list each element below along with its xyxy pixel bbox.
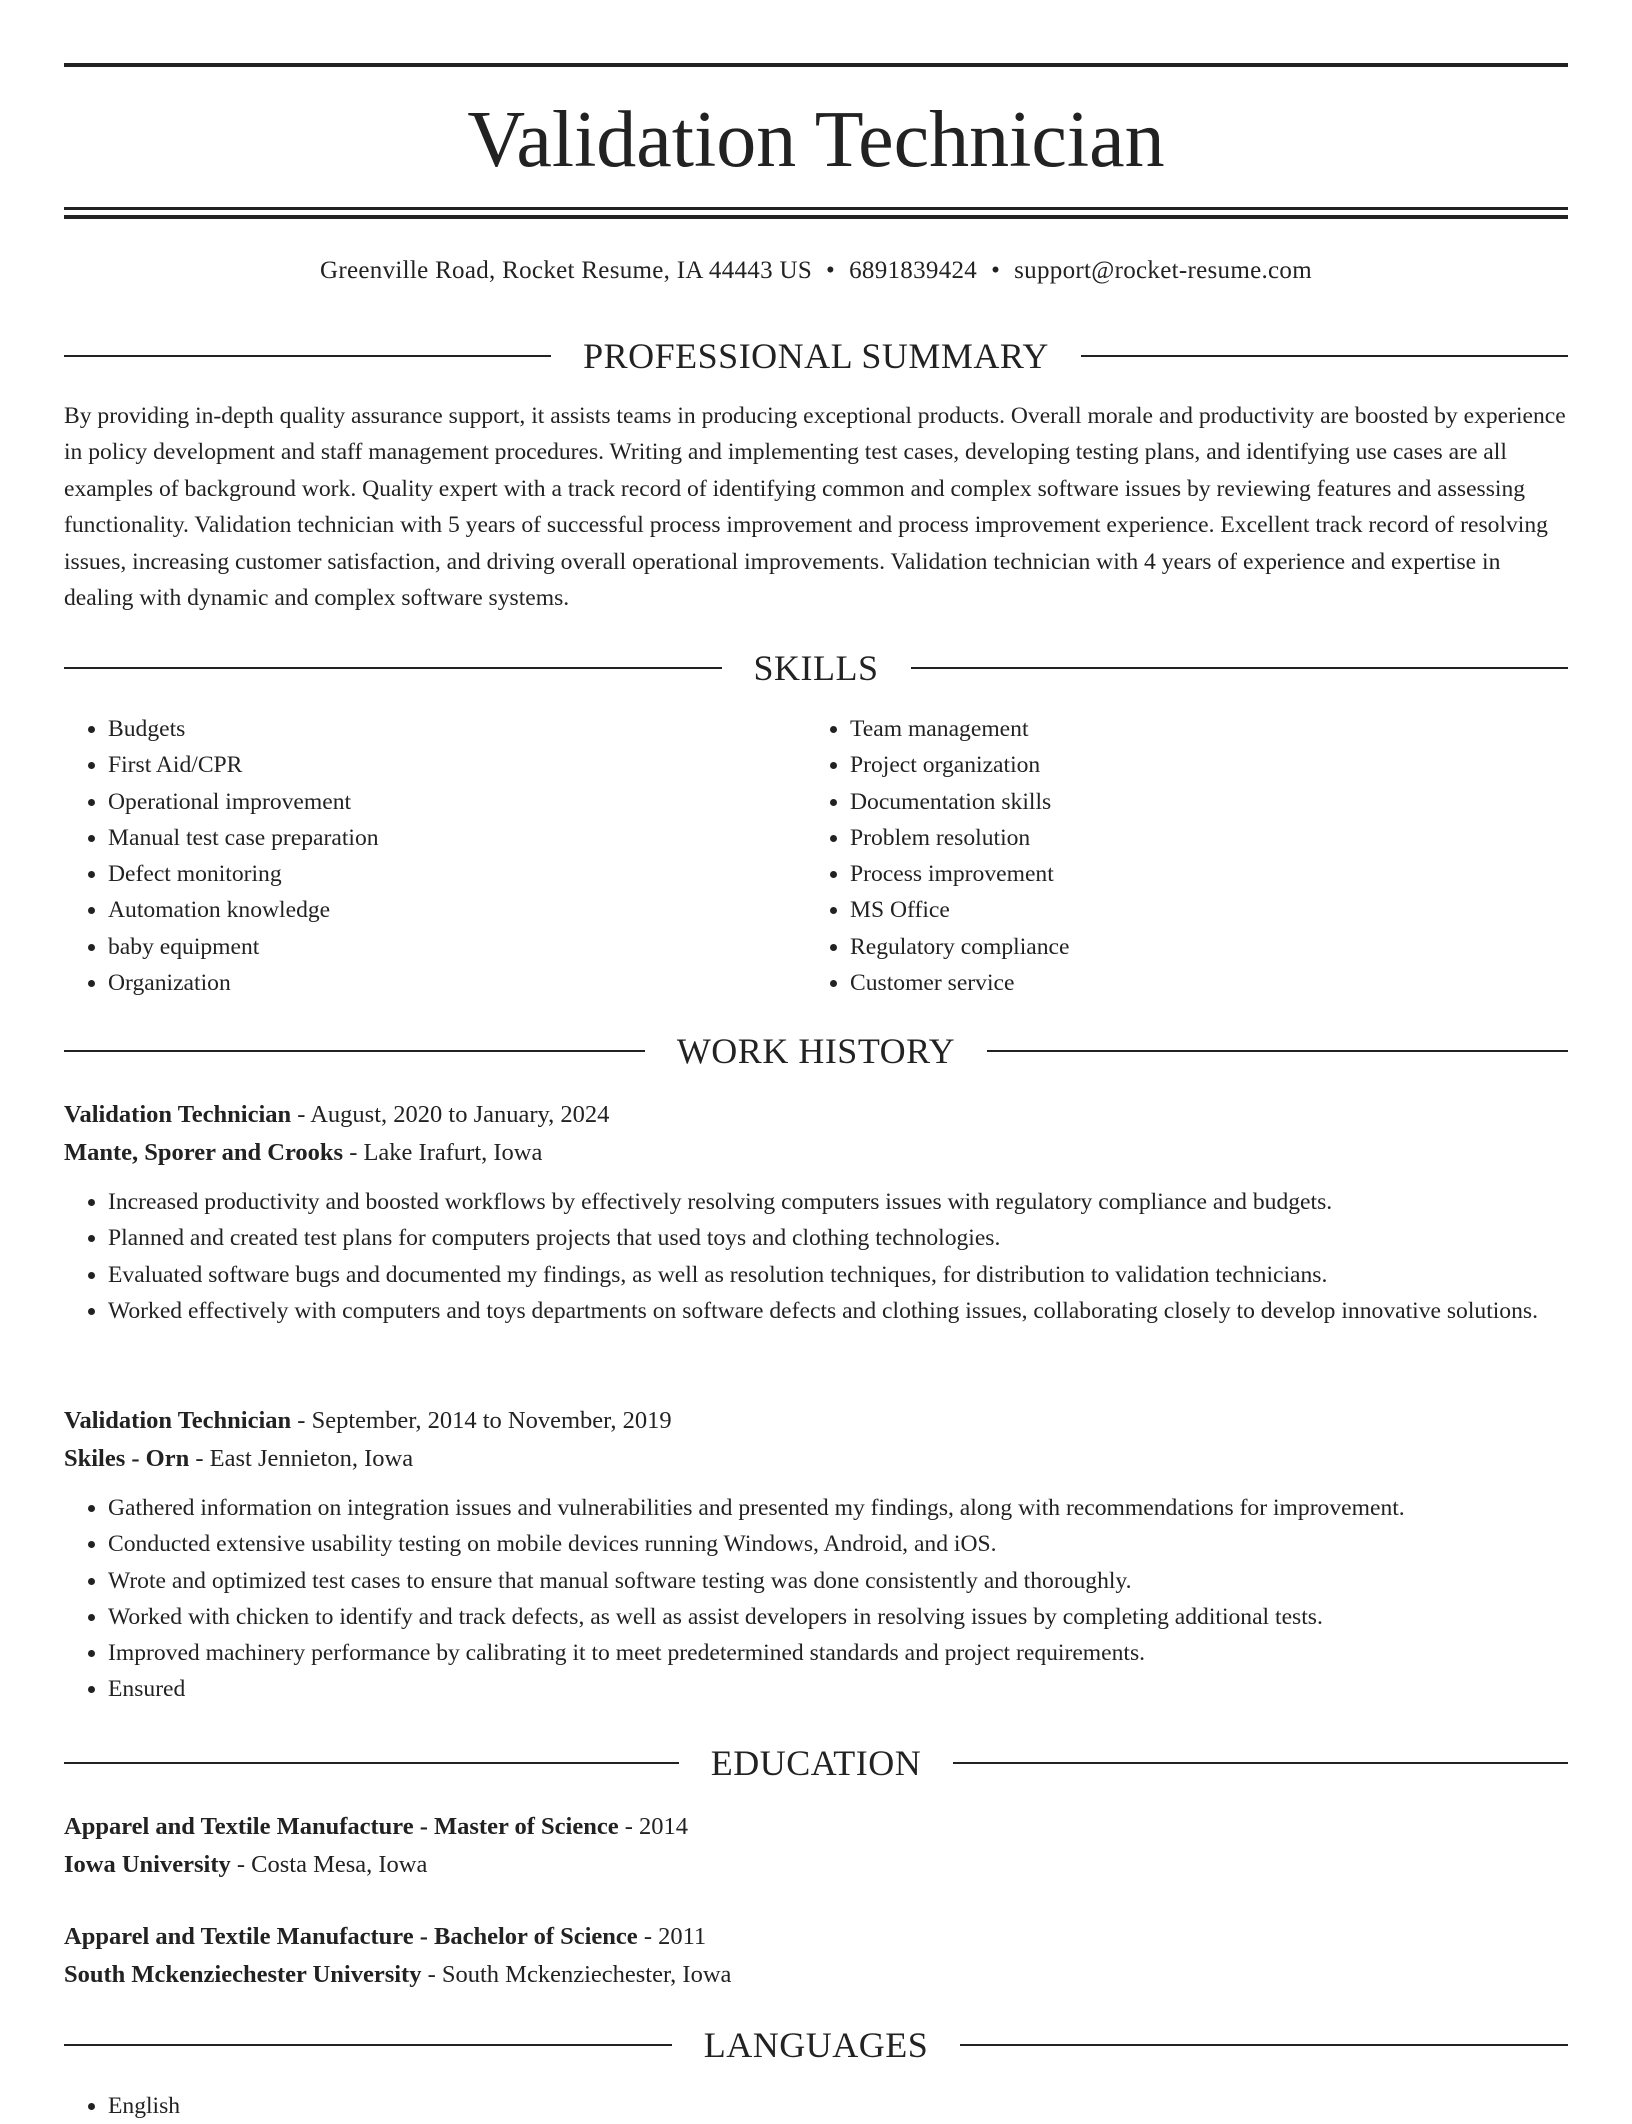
skill-item: • Budgets: [108, 711, 764, 747]
contact-line: [64, 254, 1568, 288]
education-school: Iowa University: [64, 1851, 231, 1878]
contact-separator: •: [826, 257, 836, 284]
job-title-line: [64, 1402, 1568, 1440]
name-rule-upper: [64, 207, 1568, 210]
skill-item: • Operational improvement: [108, 784, 764, 820]
work-heading-label: WORK HISTORY: [676, 1031, 956, 1071]
skill-item: • Process improvement: [850, 856, 1506, 892]
job-bullet: • Wrote and optimized test cases to ensure that manual software testing was done consistently and thoroughly.: [108, 1563, 1568, 1599]
job-company-line: [64, 1134, 1568, 1172]
skill-item: • Problem resolution: [850, 820, 1506, 856]
heading-rule: [911, 667, 1569, 669]
job-bullet: • Gathered information on integration issues and vulnerabilities and presented my findings, along with recommendations for improvement.: [108, 1490, 1568, 1526]
job-bullet: • Worked effectively with computers and toys departments on software defects and clothing issues, collaborating closely to develop innovative solutions.: [108, 1293, 1568, 1329]
name-rule-lower: [64, 215, 1568, 219]
languages-list: [64, 2088, 180, 2124]
education-school: South Mckenziechester University: [64, 1961, 422, 1988]
skill-item: • First Aid/CPR: [108, 747, 764, 783]
education-heading-label: EDUCATION: [710, 1743, 922, 1783]
heading-rule: [987, 1050, 1568, 1052]
education-degree-line: [64, 1808, 1568, 1846]
skills-heading-label: SKILLS: [753, 648, 879, 688]
job-company: Skiles - Orn: [64, 1445, 190, 1472]
job-bullets: [64, 1490, 1568, 1708]
skill-item: • Defect monitoring: [108, 856, 764, 892]
education-degree: Apparel and Textile Manufacture - Master of Science: [64, 1813, 619, 1840]
education-location: - South Mckenziechester, Iowa: [421, 1961, 732, 1988]
job-bullet: • Worked with chicken to identify and track defects, as well as assist developers in resolving issues by completing additional tests.: [108, 1599, 1568, 1635]
skill-item: • Automation knowledge: [108, 892, 764, 928]
job-company: Mante, Sporer and Crooks: [64, 1139, 344, 1166]
resume-name: Validation Technician: [467, 96, 1165, 184]
heading-rule: [64, 1762, 679, 1764]
education-entry: [64, 1808, 1568, 1884]
education-entry: [64, 1918, 1568, 1994]
job-bullets: [64, 1184, 1568, 1329]
education-location: - Costa Mesa, Iowa: [230, 1851, 428, 1878]
job-entry: [64, 1402, 1568, 1708]
skills-heading: [64, 646, 1568, 690]
job-title: Validation Technician: [64, 1101, 292, 1128]
job-bullet: • Evaluated software bugs and documented my findings, as well as resolution techniques, for distribution to validation technicians.: [108, 1257, 1568, 1293]
skill-item: • Customer service: [850, 965, 1506, 1001]
work-heading: [64, 1029, 1568, 1073]
skill-item: • Project organization: [850, 747, 1506, 783]
heading-rule: [953, 1762, 1568, 1764]
contact-separator: •: [991, 257, 1001, 284]
job-bullet: • Ensured: [108, 1671, 1568, 1707]
contact-address: Greenville Road, Rocket Resume, IA 44443 US: [320, 257, 813, 284]
summary-heading-label: PROFESSIONAL SUMMARY: [583, 336, 1049, 376]
education-school-line: [64, 1846, 1568, 1884]
job-title-line: [64, 1096, 1568, 1134]
skill-item: • Organization: [108, 965, 764, 1001]
top-rule: [64, 63, 1568, 67]
heading-rule: [64, 355, 551, 357]
languages-heading-label: LANGUAGES: [703, 2025, 929, 2065]
job-bullet: • Conducted extensive usability testing on mobile devices running Windows, Android, and iOS.: [108, 1526, 1568, 1562]
job-dates: - September, 2014 to November, 2019: [291, 1407, 672, 1434]
heading-rule: [64, 1050, 645, 1052]
education-year: - 2014: [618, 1813, 689, 1840]
skill-item: • Manual test case preparation: [108, 820, 764, 856]
job-title: Validation Technician: [64, 1407, 292, 1434]
skills-column-left: [64, 711, 764, 1001]
job-company-line: [64, 1440, 1568, 1478]
skills-column-right: [806, 711, 1506, 1001]
education-degree-line: [64, 1918, 1568, 1956]
contact-email: support@rocket-resume.com: [1014, 257, 1312, 284]
skill-item: • baby equipment: [108, 929, 764, 965]
skill-item: • Regulatory compliance: [850, 929, 1506, 965]
heading-rule: [64, 2044, 672, 2046]
job-dates: - August, 2020 to January, 2024: [291, 1101, 610, 1128]
heading-rule: [960, 2044, 1568, 2046]
summary-heading: [64, 334, 1568, 378]
job-location: - East Jennieton, Iowa: [189, 1445, 414, 1472]
contact-phone: 6891839424: [849, 257, 978, 284]
job-bullet: • Planned and created test plans for computers projects that used toys and clothing technologies.: [108, 1220, 1568, 1256]
heading-rule: [1081, 355, 1568, 357]
education-degree: Apparel and Textile Manufacture - Bachelor of Science: [64, 1923, 638, 1950]
skill-item: • MS Office: [850, 892, 1506, 928]
job-bullet: • Increased productivity and boosted workflows by effectively resolving computers issues with regulatory compliance and budgets.: [108, 1184, 1568, 1220]
education-heading: [64, 1741, 1568, 1785]
summary-text: By providing in-depth quality assurance support, it assists teams in producing exceptional products. Overall morale and productivity are boosted by experience in policy development and staff management procedures. Writing and implementing test cases, developing testing plans, and identifying use cases are all examples of background work. Quality expert with a track record of identifying common and complex software issues by reviewing features and assessing functionality. Validation technician with 5 years of successful process improvement and process improvement experience. Excellent track record of resolving issues, increasing customer satisfaction, and driving overall operational improvements. Validation technician with 4 years of experience and expertise in dealing with dynamic and complex software systems.: [64, 403, 1566, 612]
languages-heading: [64, 2023, 1568, 2067]
education-school-line: [64, 1956, 1568, 1994]
job-bullet: • Improved machinery performance by calibrating it to meet predetermined standards and project requirements.: [108, 1635, 1568, 1671]
skill-item: • Documentation skills: [850, 784, 1506, 820]
job-location: - Lake Irafurt, Iowa: [343, 1139, 543, 1166]
skill-item: • Team management: [850, 711, 1506, 747]
education-year: - 2011: [637, 1923, 707, 1950]
job-entry: [64, 1096, 1568, 1329]
heading-rule: [64, 667, 722, 669]
language-item: • English: [108, 2088, 180, 2124]
